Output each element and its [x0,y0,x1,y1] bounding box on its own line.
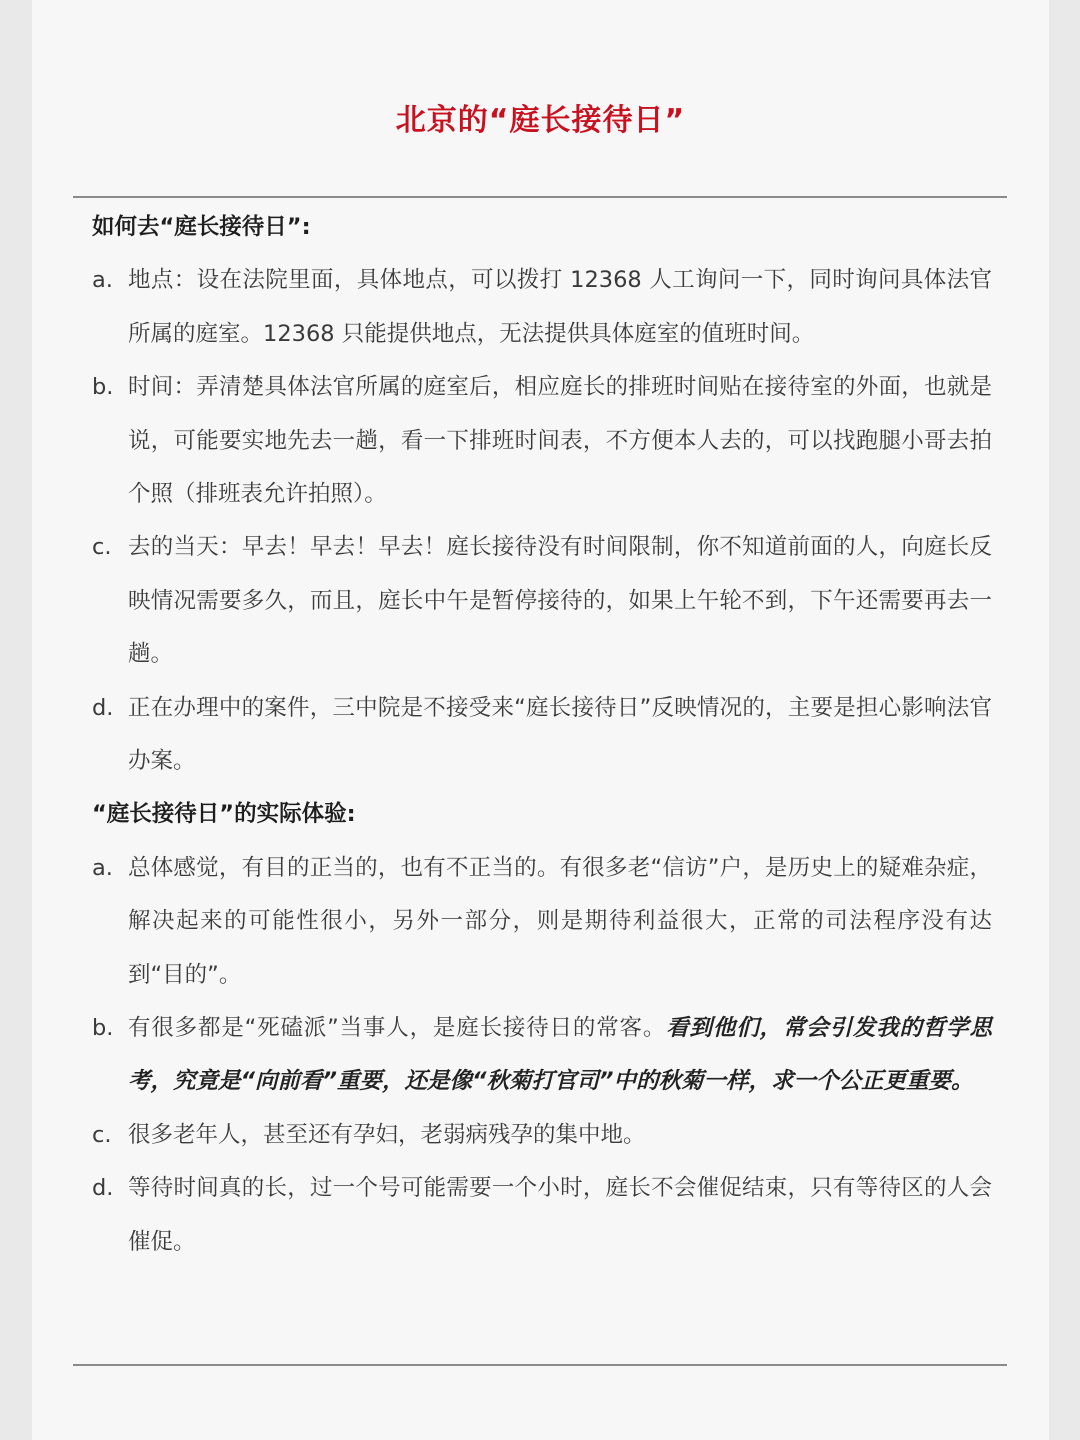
bottom-divider [73,1364,1007,1366]
list-item [92,361,992,521]
list-item [92,1109,992,1162]
section-heading-how-to-go: 如何去“庭长接待日”: [92,214,311,240]
list-item-text: 正在办理中的案件，三中院是不接受来“庭长接待日”反映情况的，主要是担心影响法官办案。 [128,694,992,775]
list-item-text: 去的当天：早去！早去！早去！庭长接待没有时间限制，你不知道前面的人，向庭长反映情况需要多久，而且，庭长中午是暂停接待的，如果上午轮不到，下午还需要再去一趟。 [128,534,992,668]
list-item [92,521,992,681]
list-item-text: 地点：设在法院里面，具体地点，可以拨打 12368 人工询问一下，同时询问具体法官所属的庭室。12368 只能提供地点，无法提供具体庭室的值班时间。 [128,267,992,347]
list-item-text-mixed [128,1002,992,1109]
list-item [92,1162,992,1269]
document-body [92,201,992,1269]
list-item [92,842,992,1002]
list-marker: b. [92,1015,114,1042]
list-item [92,254,992,361]
list-item-text: 时间：弄清楚具体法官所属的庭室后，相应庭长的排班时间贴在接待室的外面，也就是说，可能要实地先去一趟，看一下排班时间表，不方便本人去的，可以找跑腿小哥去拍个照（排班表允许拍照）。 [128,374,992,508]
list-item-text: 总体感觉，有目的正当的，也有不正当的。有很多老“信访”户，是历史上的疑难杂症，解决起来的可能性很小，另外一部分，则是期待利益很大，正常的司法程序没有达到“目的”。 [128,854,992,988]
page-title: 北京的“庭长接待日” [395,103,686,138]
section-heading-experience: “庭长接待日”的实际体验: [92,801,356,828]
list-marker: d. [92,1175,114,1202]
list-item [92,682,992,789]
list-item-text-plain: 有很多都是“死磕派”当事人，是庭长接待日的常客。 [128,1015,667,1042]
list-marker: c. [92,1121,112,1148]
top-divider [73,196,1007,198]
list-marker: c. [92,534,112,561]
list-item [92,1002,992,1109]
document-page [32,0,1049,1440]
list-marker: a. [92,854,113,881]
list-marker: a. [92,267,113,294]
list-marker: b. [92,374,114,401]
emphasized-text: 看到他们，常会引发我的哲学思考，究竟是“向前看”重要，还是像“秋菊打官司”中的秋菊一样，求一个公正更重要。 [128,1015,992,1095]
list-item-text: 等待时间真的长，过一个号可能需要一个小时，庭长不会催促结束，只有等待区的人会催促。 [128,1175,992,1255]
list-item-text: 很多老年人，甚至还有孕妇，老弱病残孕的集中地。 [128,1121,646,1148]
list-marker: d. [92,694,114,721]
